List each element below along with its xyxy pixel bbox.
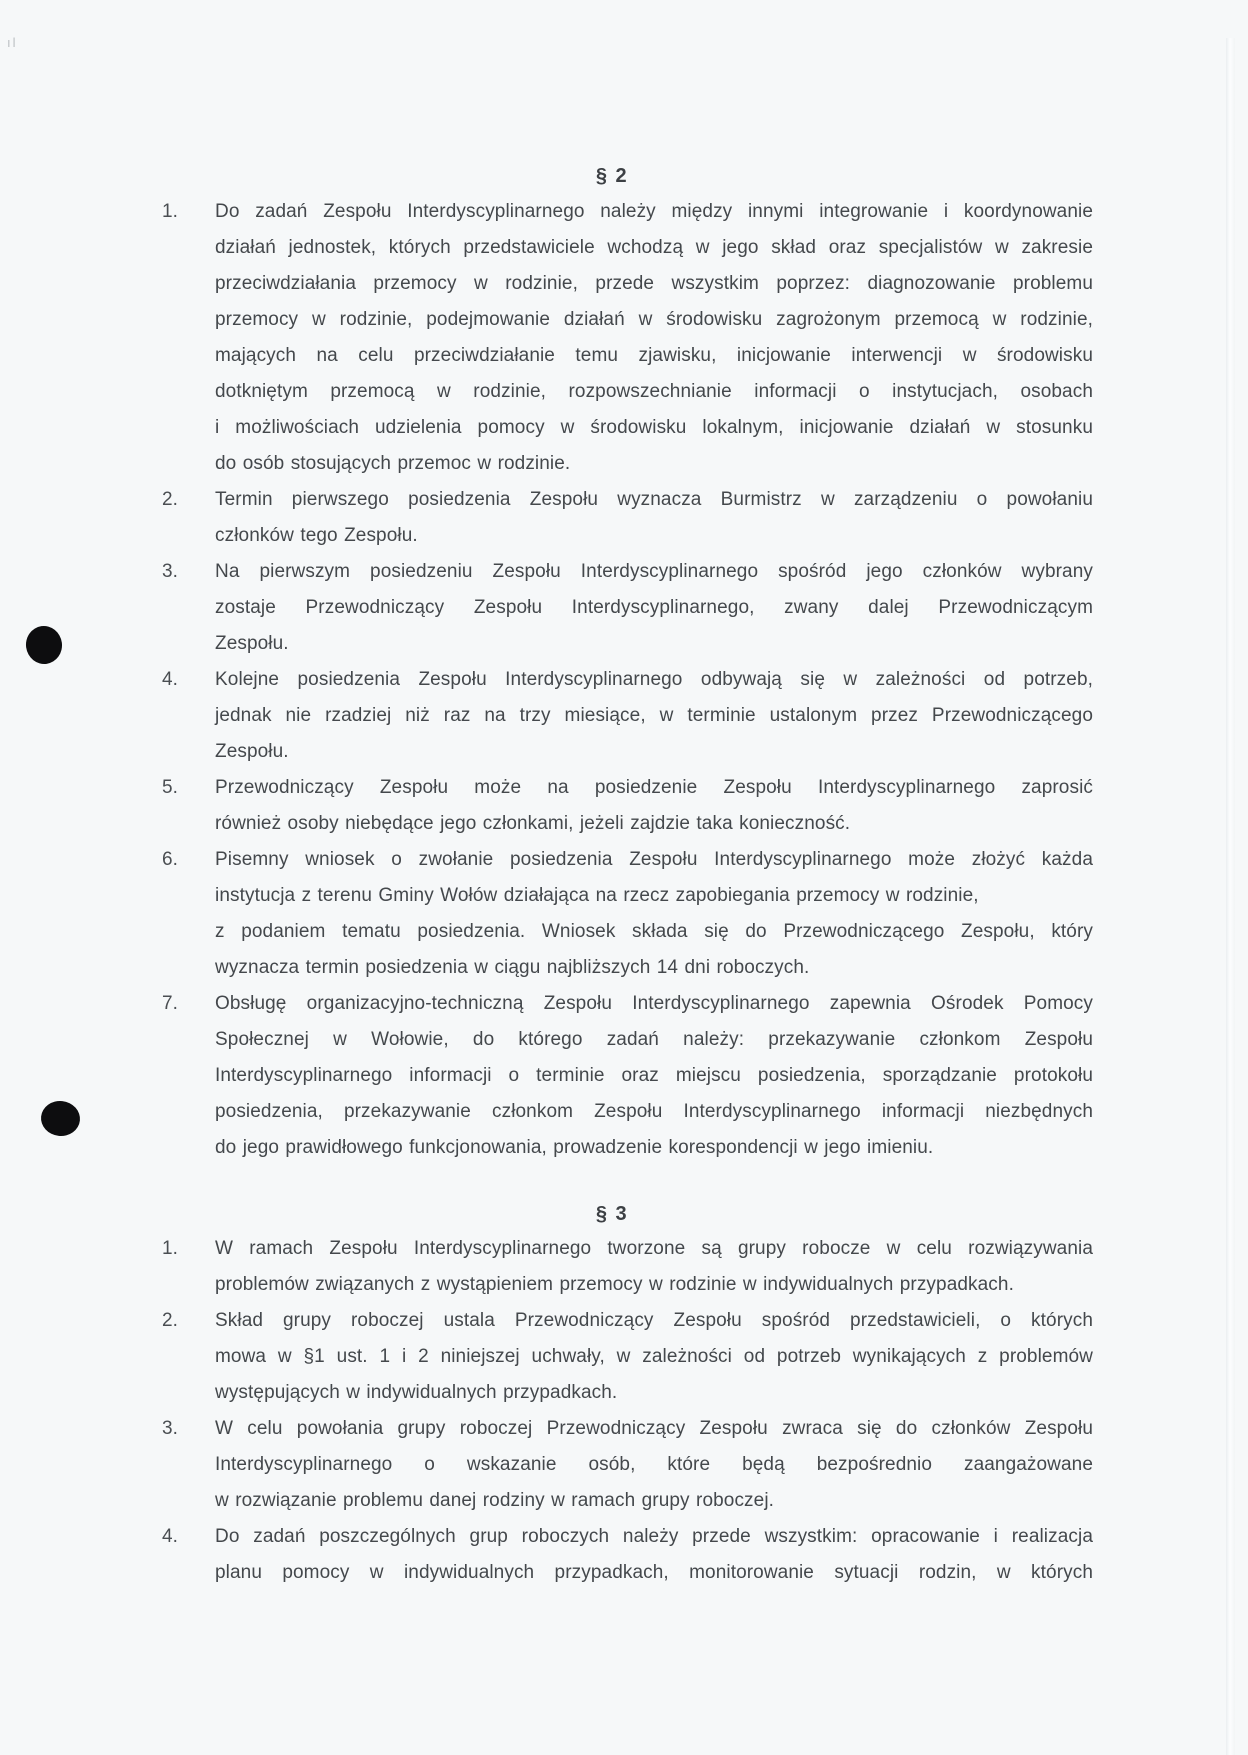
text-line: Interdyscyplinarnego informacji o terminie oraz miejscu posiedzenia, sporządzanie protokołu xyxy=(215,1065,1093,1086)
list-item xyxy=(162,1411,1093,1519)
item-number: 7. xyxy=(162,993,178,1014)
text-line: przemocy w rodzinie, podejmowanie działań w środowisku zagrożonym przemocą w rodzinie, xyxy=(215,309,1093,330)
hole-punch-top xyxy=(24,624,65,667)
text-line: występujących w indywidualnych przypadkach. xyxy=(215,1382,618,1403)
text-line: W celu powołania grupy roboczej Przewodniczący Zespołu zwraca się do członków Zespołu xyxy=(215,1418,1093,1439)
text-line: mowa w §1 ust. 1 i 2 niniejszej uchwały, w zależności od potrzeb wynikających z problemów xyxy=(215,1346,1093,1367)
text-line: W ramach Zespołu Interdyscyplinarnego tworzone są grupy robocze w celu rozwiązywania xyxy=(215,1238,1093,1259)
item-lines xyxy=(215,842,1093,986)
text-line: dotkniętym przemocą w rodzinie, rozpowszechnianie informacji o instytucjach, osobach xyxy=(215,381,1093,402)
text-line: członków tego Zespołu. xyxy=(215,525,418,546)
item-lines xyxy=(215,1519,1093,1591)
section-heading-2: § 2 xyxy=(595,165,629,187)
item-lines xyxy=(215,482,1093,554)
text-line: Skład grupy roboczej ustala Przewodniczący Zespołu spośród przedstawicieli, o których xyxy=(215,1310,1093,1331)
list-item xyxy=(162,482,1093,554)
list-item xyxy=(162,1303,1093,1411)
text-line: z podaniem tematu posiedzenia. Wniosek składa się do Przewodniczącego Zespołu, który xyxy=(215,921,1093,942)
item-number: 6. xyxy=(162,849,178,870)
list-item xyxy=(162,194,1093,482)
text-line: przeciwdziałania przemocy w rodzinie, przede wszystkim poprzez: diagnozowanie problemu xyxy=(215,273,1093,294)
section-heading-3: § 3 xyxy=(595,1203,629,1225)
list-item xyxy=(162,1231,1093,1303)
text-line: zostaje Przewodniczący Zespołu Interdyscyplinarnego, zwany dalej Przewodniczącym xyxy=(215,597,1093,618)
text-line: Kolejne posiedzenia Zespołu Interdyscyplinarnego odbywają się w zależności od potrzeb, xyxy=(215,669,1093,690)
text-line: Pisemny wniosek o zwołanie posiedzenia Zespołu Interdyscyplinarnego może złożyć każda xyxy=(215,849,1093,870)
text-line: wyznacza termin posiedzenia w ciągu najbliższych 14 dni roboczych. xyxy=(215,957,810,978)
scan-speck: ıl xyxy=(7,35,18,50)
text-line: posiedzenia, przekazywanie członkom Zespołu Interdyscyplinarnego informacji niezbędnych xyxy=(215,1101,1093,1122)
item-number: 3. xyxy=(162,561,178,582)
text-line: Zespołu. xyxy=(215,633,289,654)
text-line: działań jednostek, których przedstawiciele wchodzą w jego skład oraz specjalistów w zakresie xyxy=(215,237,1093,258)
item-lines xyxy=(215,662,1093,770)
text-line: problemów związanych z wystąpieniem przemocy w rodzinie w indywidualnych przypadkach. xyxy=(215,1274,1014,1295)
list-item xyxy=(162,770,1093,842)
text-line: Do zadań Zespołu Interdyscyplinarnego należy między innymi integrowanie i koordynowanie xyxy=(215,201,1093,222)
text-line: Do zadań poszczególnych grup roboczych należy przede wszystkim: opracowanie i realizacja xyxy=(215,1526,1093,1547)
item-lines xyxy=(215,194,1093,482)
item-number: 4. xyxy=(162,1526,178,1547)
item-number: 1. xyxy=(162,201,178,222)
item-lines xyxy=(215,1303,1093,1411)
item-number: 2. xyxy=(162,1310,178,1331)
text-line: do osób stosujących przemoc w rodzinie. xyxy=(215,453,571,474)
text-line: instytucja z terenu Gminy Wołów działająca na rzecz zapobiegania przemocy w rodzinie, xyxy=(215,885,979,906)
text-line: również osoby niebędące jego członkami, jeżeli zajdzie taka konieczność. xyxy=(215,813,851,834)
section-3-list xyxy=(162,1231,1093,1591)
text-line: Obsługę organizacyjno-techniczną Zespołu Interdyscyplinarnego zapewnia Ośrodek Pomocy xyxy=(215,993,1093,1014)
text-line: w rozwiązanie problemu danej rodziny w ramach grupy roboczej. xyxy=(215,1490,775,1511)
item-number: 2. xyxy=(162,489,178,510)
item-number: 4. xyxy=(162,669,178,690)
text-line: Termin pierwszego posiedzenia Zespołu wyznacza Burmistrz w zarządzeniu o powołaniu xyxy=(215,489,1093,510)
text-line: planu pomocy w indywidualnych przypadkach, monitorowanie sytuacji rodzin, w których xyxy=(215,1562,1093,1583)
list-item xyxy=(162,986,1093,1166)
list-item xyxy=(162,842,1093,986)
item-lines xyxy=(215,554,1093,662)
list-item xyxy=(162,554,1093,662)
list-item xyxy=(162,662,1093,770)
hole-punch-bottom xyxy=(39,1099,81,1138)
text-line: Społecznej w Wołowie, do którego zadań należy: przekazywanie członkom Zespołu xyxy=(215,1029,1093,1050)
item-lines xyxy=(215,1411,1093,1519)
page-edge-line xyxy=(1226,38,1235,1755)
text-line: Interdyscyplinarnego o wskazanie osób, które będą bezpośrednio zaangażowane xyxy=(215,1454,1093,1475)
item-number: 3. xyxy=(162,1418,178,1439)
section-2-list xyxy=(162,194,1093,1166)
list-item xyxy=(162,1519,1093,1591)
item-lines xyxy=(215,1231,1093,1303)
text-line: i możliwościach udzielenia pomocy w środowisku lokalnym, inicjowanie działań w stosunku xyxy=(215,417,1093,438)
text-line: Zespołu. xyxy=(215,741,289,762)
text-line: Na pierwszym posiedzeniu Zespołu Interdyscyplinarnego spośród jego członków wybrany xyxy=(215,561,1093,582)
item-number: 5. xyxy=(162,777,178,798)
item-number: 1. xyxy=(162,1238,178,1259)
text-line: Przewodniczący Zespołu może na posiedzenie Zespołu Interdyscyplinarnego zaprosić xyxy=(215,777,1093,798)
item-lines xyxy=(215,986,1093,1166)
text-line: mających na celu przeciwdziałanie temu zjawisku, inicjowanie interwencji w środowisku xyxy=(215,345,1093,366)
text-line: jednak nie rzadziej niż raz na trzy miesiące, w terminie ustalonym przez Przewodniczącego xyxy=(215,705,1093,726)
item-lines xyxy=(215,770,1093,842)
text-line: do jego prawidłowego funkcjonowania, prowadzenie korespondencji w jego imieniu. xyxy=(215,1137,934,1158)
